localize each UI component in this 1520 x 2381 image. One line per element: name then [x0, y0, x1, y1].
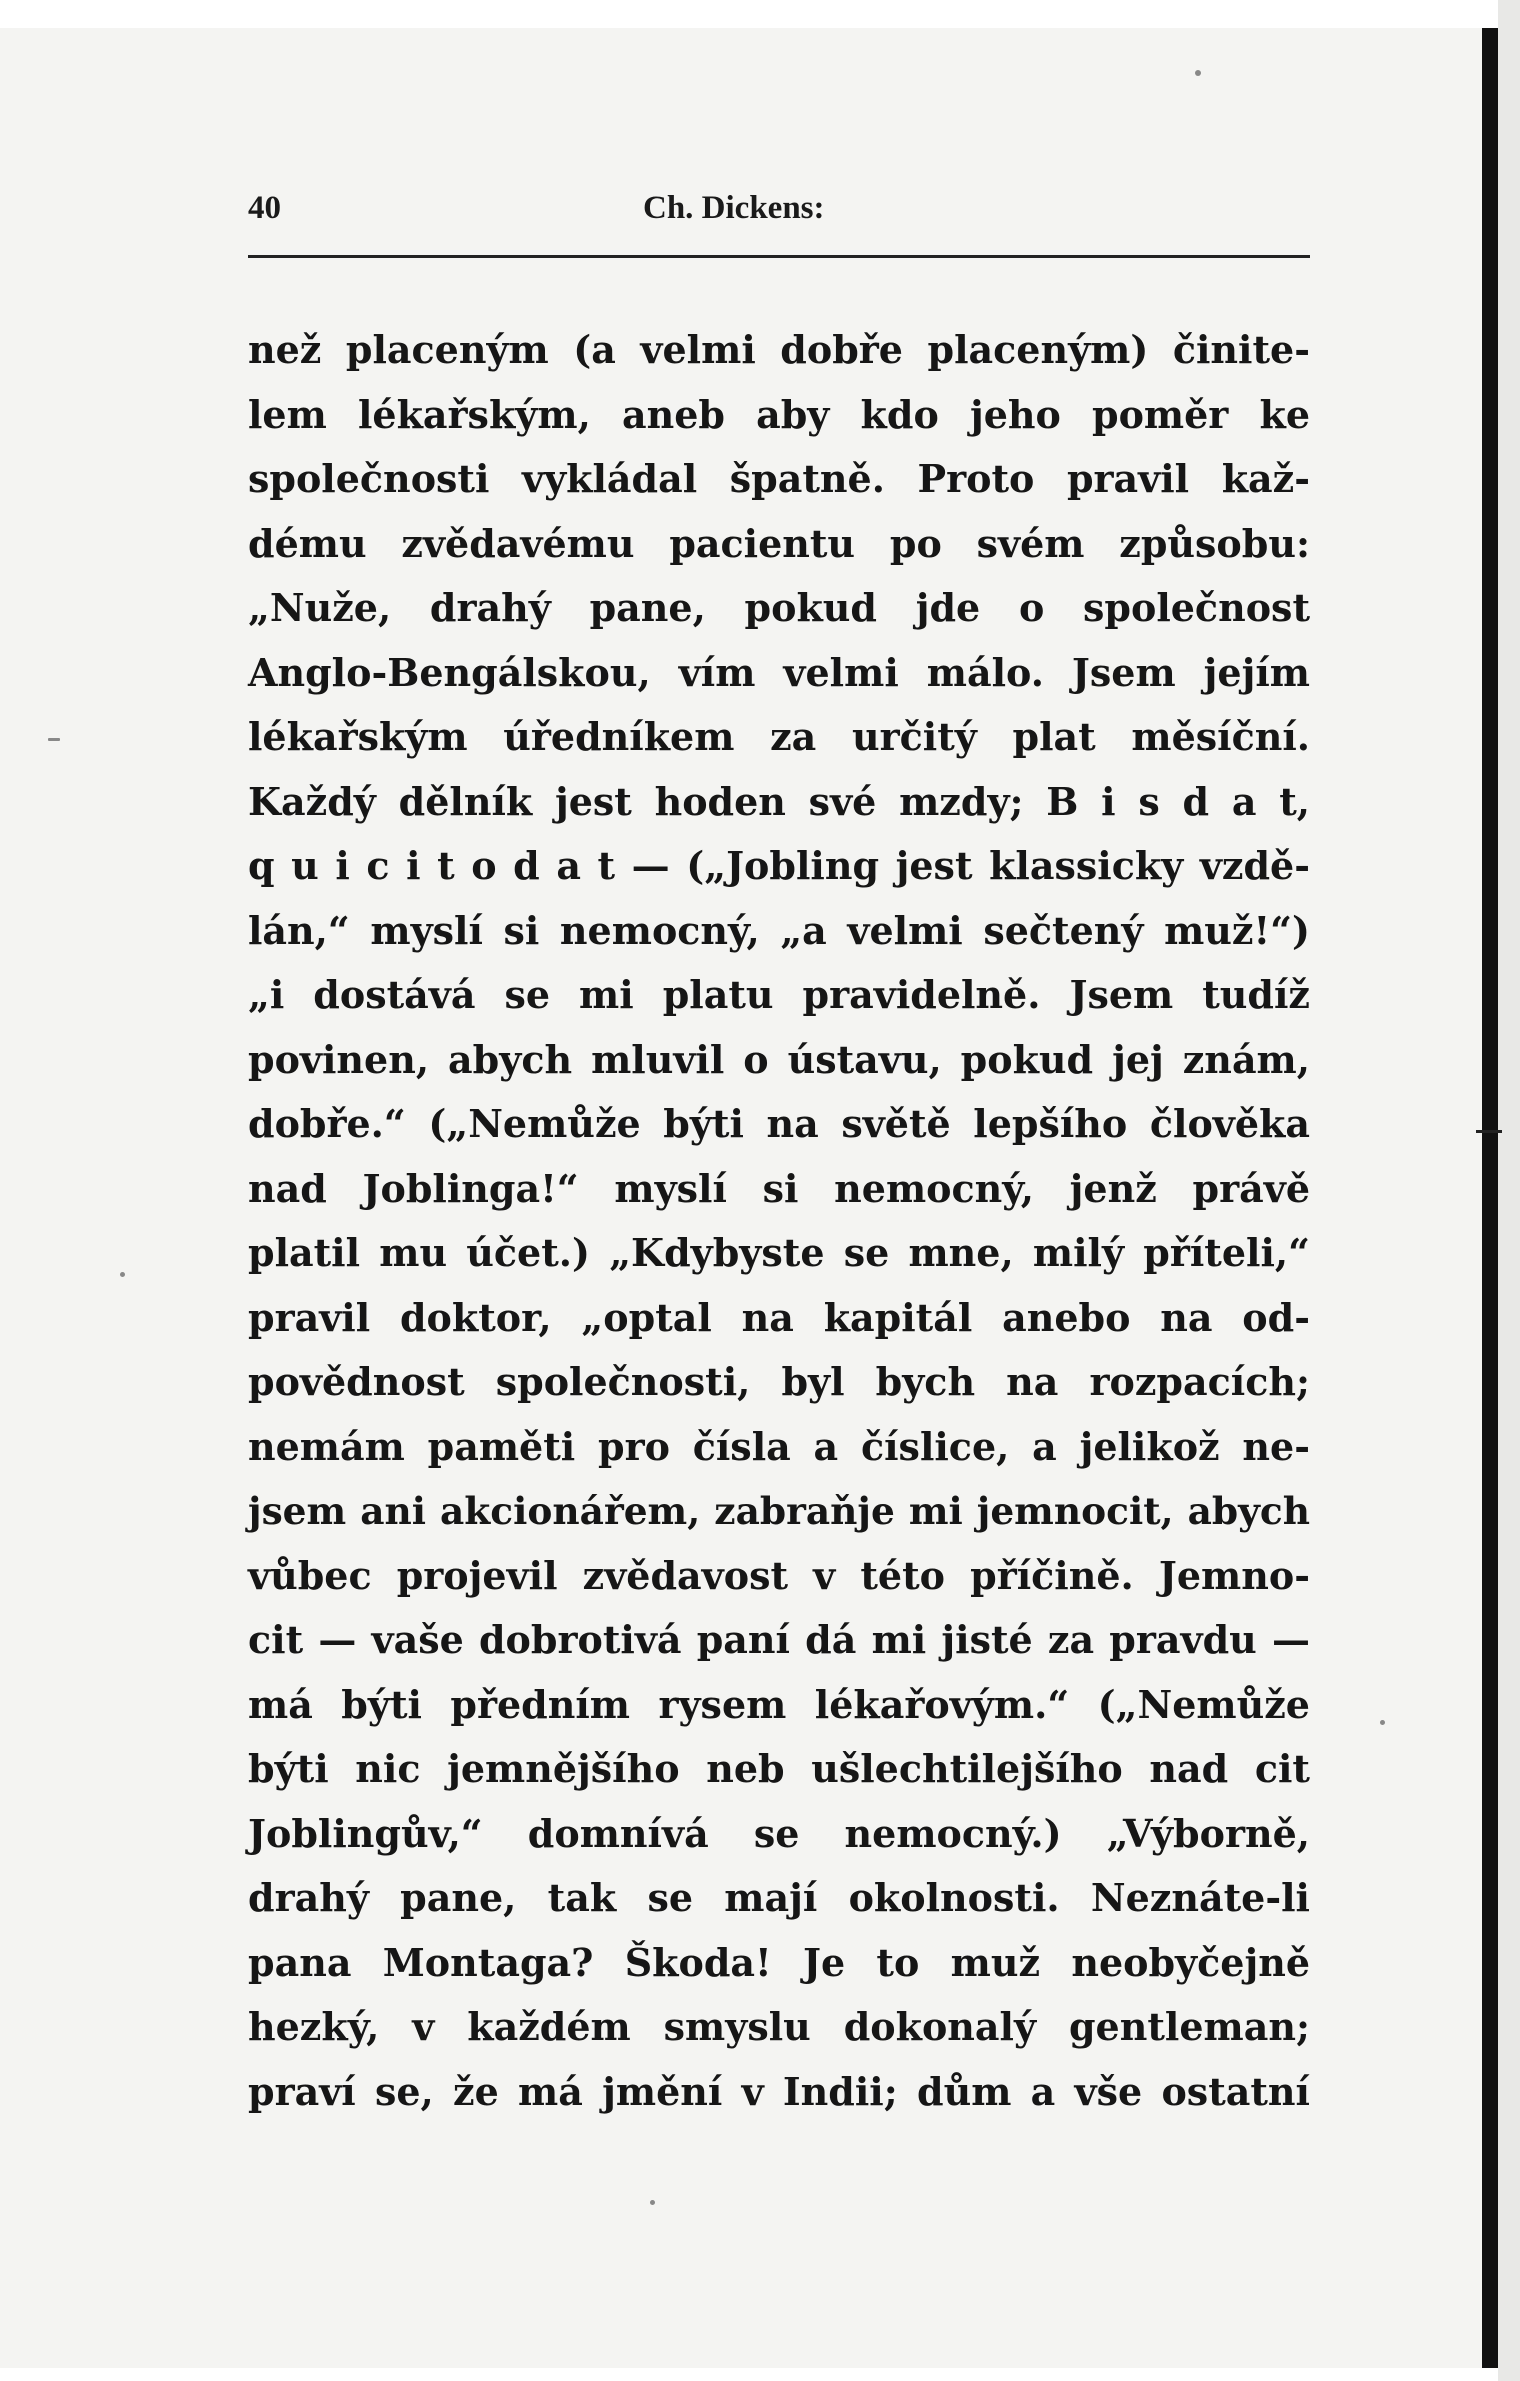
text-line: má býti předním rysem lékařovým.“ („Nemůže [248, 1681, 1310, 1727]
text-line: cit — vaše dobrotivá paní dá mi jisté za pravdu — [248, 1617, 1310, 1662]
text-line: vůbec projevil zvědavost v této příčině. Jemno- [248, 1552, 1310, 1598]
paper-speck [1195, 70, 1201, 76]
text-line: „Nuže, drahý pane, pokud jde o společnost [248, 585, 1310, 630]
text-line: nemám paměti pro čísla a číslice, a jelikož ne- [248, 1423, 1310, 1469]
paper-speck [48, 738, 60, 741]
page-number: 40 [248, 190, 281, 226]
text-line: jsem ani akcionářem, zabraňje mi jemnocit, abych [248, 1489, 1310, 1533]
text-line: pana Montaga? Škoda! Je to muž neobyčejně [248, 1939, 1310, 1985]
text-line: dému zvědavému pacientu po svém způsobu: [248, 520, 1310, 566]
text-line: než placeným (a velmi dobře placeným) činite- [248, 327, 1310, 372]
text-line: lem lékařským, aneb aby kdo jeho poměr ke [248, 391, 1310, 437]
running-head: Ch. Dickens: [643, 190, 825, 226]
text-line: lán,“ myslí si nemocný, „a velmi sečtený muž!“) [248, 907, 1310, 953]
page-header [248, 190, 1310, 236]
text-line: praví se, že má jmění v Indii; dům a vše ostatní [248, 2068, 1310, 2114]
text-line: Anglo-Bengálskou, vím velmi málo. Jsem jejím [248, 649, 1310, 695]
paper-speck [1380, 1720, 1385, 1725]
paper-speck [650, 2200, 655, 2205]
edge-mark [1476, 1130, 1502, 1133]
text-line: dobře.“ („Nemůže býti na světě lepšího člověka [248, 1101, 1310, 1146]
text-line: Joblingův,“ domnívá se nemocný.) „Výborně, [248, 1810, 1310, 1856]
text-line: lékařským úředníkem za určitý plat měsíční. [248, 714, 1310, 759]
body-text [248, 318, 1310, 2124]
scan-border [1498, 0, 1520, 2381]
text-line: drahý pane, tak se mají okolnosti. Neznáte-li [248, 1875, 1310, 1920]
text-line: nad Joblinga!“ myslí si nemocný, jenž právě [248, 1165, 1310, 1211]
top-margin [0, 0, 1500, 28]
text-line: býti nic jemnějšího neb ušlechtilejšího nad cit [248, 1746, 1310, 1791]
header-rule [248, 255, 1310, 258]
text-line: hezký, v každém smyslu dokonalý gentleman; [248, 2004, 1310, 2049]
text-line: q u i c i t o d a t — („Jobling jest klassicky vzdě- [248, 843, 1310, 888]
paper-speck [120, 1272, 125, 1277]
text-line: povinen, abych mluvil o ústavu, pokud jej znám, [248, 1036, 1310, 1082]
text-line: společnosti vykládal špatně. Proto pravil kaž- [248, 456, 1310, 501]
text-line: „i dostává se mi platu pravidelně. Jsem tudíž [248, 972, 1310, 1017]
text-line: Každý dělník jest hoden své mzdy; B i s d a t, [248, 778, 1310, 824]
text-line: platil mu účet.) „Kdybyste se mne, milý příteli,“ [248, 1230, 1310, 1275]
text-line: povědnost společnosti, byl bych na rozpacích; [248, 1359, 1310, 1404]
text-line: pravil doktor, „optal na kapitál anebo na od- [248, 1294, 1310, 1340]
page-binding-edge [1482, 28, 1498, 2368]
